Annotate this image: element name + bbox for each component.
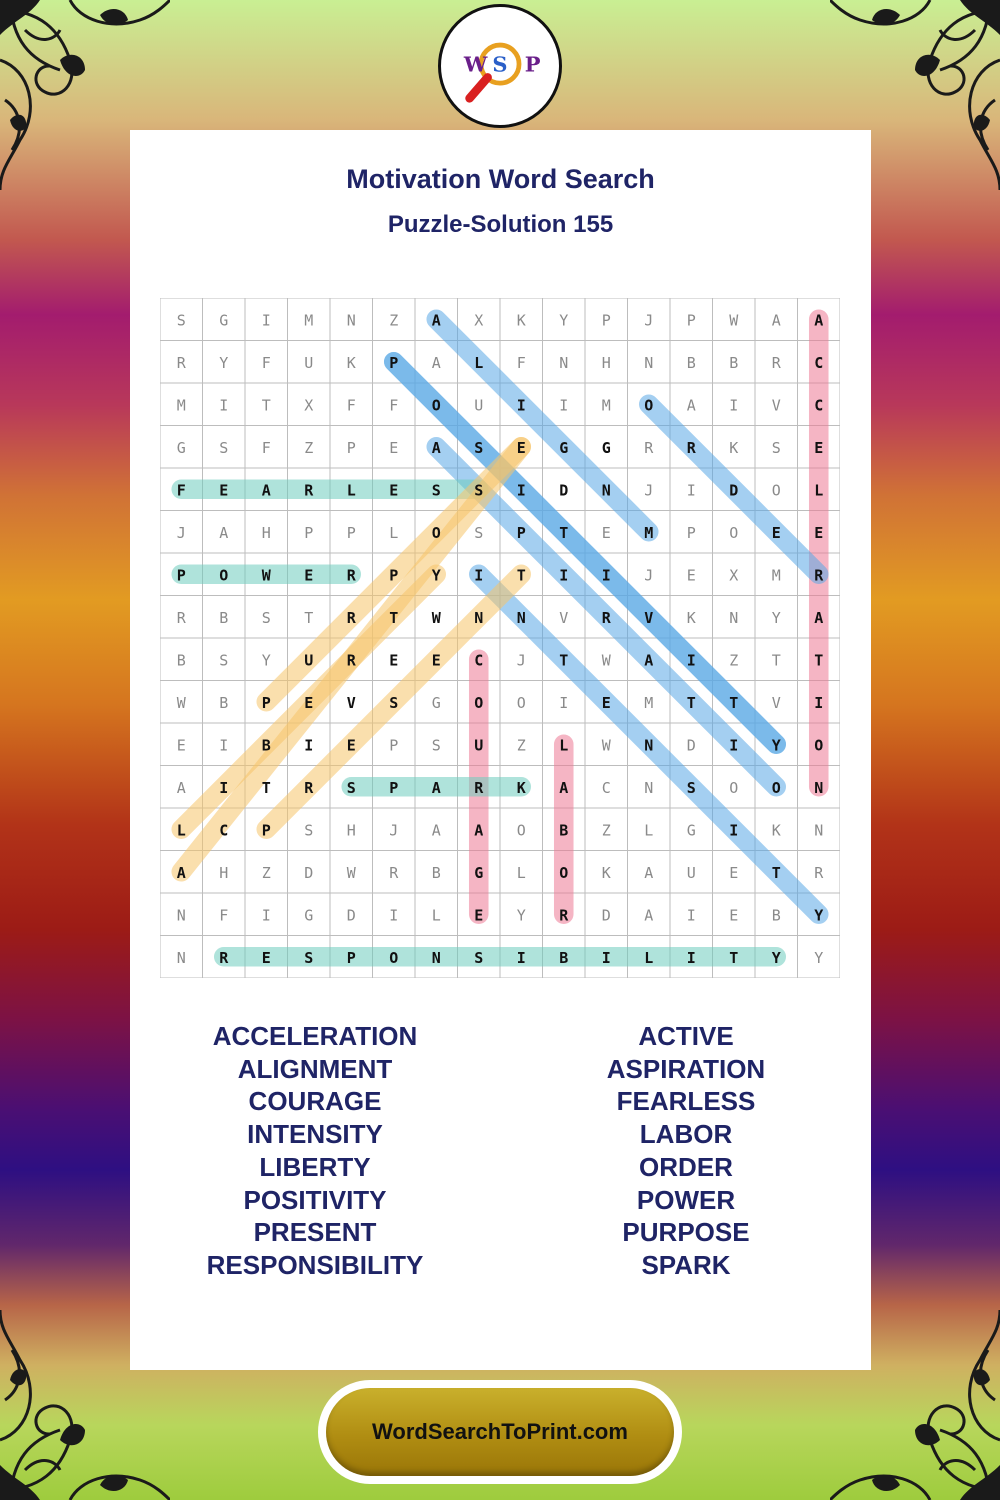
grid-cell-letter[interactable]: T	[261, 778, 271, 797]
grid-cell-letter[interactable]: O	[516, 821, 526, 840]
grid-cell-letter[interactable]: R	[346, 651, 356, 670]
grid-cell-letter[interactable]: I	[686, 906, 696, 925]
grid-cell-letter[interactable]: I	[686, 651, 696, 670]
grid-cell-letter[interactable]: E	[814, 438, 824, 457]
grid-cell-letter[interactable]: O	[431, 523, 441, 542]
grid-cell-letter[interactable]: B	[261, 736, 271, 755]
logo-letter-w: W	[463, 51, 488, 77]
logo-letter-p: P	[524, 51, 541, 77]
grid-cell-letter[interactable]: G	[431, 693, 441, 712]
grid-cell-letter[interactable]: R	[771, 353, 781, 372]
grid-cell-letter[interactable]: D	[686, 736, 696, 755]
grid-cell-letter[interactable]: R	[219, 948, 229, 967]
grid-cell-letter[interactable]: E	[261, 948, 271, 967]
grid-cell-letter[interactable]: J	[644, 311, 654, 330]
grid-cell-letter[interactable]: A	[431, 353, 441, 372]
grid-cell-letter[interactable]: Y	[771, 608, 781, 627]
grid-cell-letter[interactable]: O	[729, 523, 739, 542]
grid-cell-letter[interactable]: V	[644, 608, 654, 627]
grid-cell-letter[interactable]: F	[516, 353, 526, 372]
grid-cell-letter[interactable]: N	[474, 608, 484, 627]
word-item: ASPIRATION	[606, 1053, 766, 1084]
grid-cell-letter[interactable]: U	[686, 863, 696, 882]
grid-cell-letter[interactable]: Y	[261, 651, 271, 670]
grid-cell-letter[interactable]: M	[771, 566, 781, 585]
grid-cell-letter[interactable]: N	[601, 481, 611, 500]
grid-cell-letter[interactable]: U	[304, 651, 314, 670]
grid-cell-letter[interactable]: I	[261, 906, 271, 925]
grid-cell-letter[interactable]: M	[601, 396, 611, 415]
grid-cell-letter[interactable]: Y	[814, 906, 824, 925]
grid-cell-letter[interactable]: K	[516, 778, 526, 797]
word-list-right	[501, 1020, 871, 1282]
grid-cell-letter[interactable]: S	[304, 821, 314, 840]
grid-cell-letter[interactable]: W	[729, 311, 739, 330]
grid-cell-letter[interactable]: R	[304, 481, 314, 500]
grid-cell-letter[interactable]: S	[304, 948, 314, 967]
grid-cell-letter[interactable]: F	[346, 396, 356, 415]
grid-cell-letter[interactable]: O	[814, 736, 824, 755]
word-item: COURAGE	[248, 1086, 382, 1117]
grid-cell-letter[interactable]: Y	[771, 948, 781, 967]
logo-letter-s: S	[492, 51, 508, 77]
grid-cell-letter[interactable]: P	[686, 523, 696, 542]
grid-cell-letter[interactable]: R	[346, 566, 356, 585]
grid-cell-letter[interactable]: I	[389, 906, 399, 925]
grid-cell-letter[interactable]: E	[771, 523, 781, 542]
grid-cell-letter[interactable]: V	[771, 396, 781, 415]
grid-cell-letter[interactable]: P	[346, 523, 356, 542]
grid-cell-letter[interactable]: T	[389, 608, 399, 627]
grid-cell-letter[interactable]: T	[729, 948, 739, 967]
grid-cell-letter[interactable]: E	[729, 863, 739, 882]
grid-cell-letter[interactable]: F	[219, 906, 229, 925]
grid-cell-letter[interactable]: L	[474, 353, 484, 372]
grid-cell-letter[interactable]: R	[686, 438, 696, 457]
grid-cell-letter[interactable]: B	[219, 608, 229, 627]
grid-cell-letter[interactable]: G	[474, 863, 484, 882]
grid-cell-letter[interactable]: E	[219, 481, 229, 500]
grid-cell-letter[interactable]: E	[389, 651, 399, 670]
grid-cell-letter[interactable]: R	[601, 608, 611, 627]
grid-cell-letter[interactable]: A	[771, 311, 781, 330]
grid-cell-letter[interactable]: N	[644, 353, 654, 372]
grid-cell-letter[interactable]: Z	[261, 863, 271, 882]
grid-cell-letter[interactable]: E	[431, 651, 441, 670]
grid-cell-letter[interactable]: W	[346, 863, 356, 882]
grid-cell-letter[interactable]: O	[431, 396, 441, 415]
grid-cell-letter[interactable]: S	[431, 736, 441, 755]
grid-cell-letter[interactable]: E	[601, 693, 611, 712]
grid-cell-letter[interactable]: I	[516, 948, 526, 967]
grid-cell-letter[interactable]: S	[261, 608, 271, 627]
grid-cell-letter[interactable]: P	[346, 948, 356, 967]
grid-cell-letter[interactable]: S	[346, 778, 356, 797]
grid-cell-letter[interactable]: J	[389, 821, 399, 840]
word-item: LIBERTY	[259, 1151, 371, 1182]
grid-cell-letter[interactable]: T	[516, 566, 526, 585]
grid-cell-letter[interactable]: O	[771, 481, 781, 500]
grid-cell-letter[interactable]: J	[516, 651, 526, 670]
grid-cell-letter[interactable]: Y	[771, 736, 781, 755]
grid-cell-letter[interactable]: N	[516, 608, 526, 627]
grid-cell-letter[interactable]: A	[261, 481, 271, 500]
grid-cell-letter[interactable]: G	[304, 906, 314, 925]
puzzle-panel	[130, 130, 871, 1370]
grid-cell-letter[interactable]: S	[474, 948, 484, 967]
grid-cell-letter[interactable]: H	[346, 821, 356, 840]
wsp-logo[interactable]	[438, 4, 562, 128]
grid-cell-letter[interactable]: A	[644, 906, 654, 925]
grid-cell-letter[interactable]: W	[601, 736, 611, 755]
grid-cell-letter[interactable]: K	[516, 311, 526, 330]
grid-cell-letter[interactable]: P	[261, 693, 271, 712]
grid-cell-letter[interactable]: E	[601, 523, 611, 542]
grid-cell-letter[interactable]: B	[559, 821, 569, 840]
grid-cell-letter[interactable]: E	[729, 906, 739, 925]
grid-cell-letter[interactable]: B	[686, 353, 696, 372]
grid-cell-letter[interactable]: E	[304, 566, 314, 585]
grid-cell-letter[interactable]: D	[346, 906, 356, 925]
grid-cell-letter[interactable]: J	[644, 566, 654, 585]
grid-cell-letter[interactable]: A	[814, 608, 824, 627]
grid-cell-letter[interactable]: L	[431, 906, 441, 925]
grid-cell-letter[interactable]: E	[304, 693, 314, 712]
word-item: INTENSITY	[247, 1119, 383, 1150]
grid-cell-letter[interactable]: N	[644, 736, 654, 755]
word-item: PURPOSE	[622, 1217, 750, 1248]
word-item: ACCELERATION	[212, 1021, 418, 1051]
grid-cell-letter[interactable]: S	[771, 438, 781, 457]
grid-cell-letter[interactable]: E	[516, 438, 526, 457]
grid-cell-letter[interactable]: I	[516, 481, 526, 500]
grid-cell-letter[interactable]: O	[771, 778, 781, 797]
word-list-left	[130, 1020, 500, 1282]
grid-cell-letter[interactable]: I	[261, 311, 271, 330]
grid-cell-letter[interactable]: X	[474, 311, 484, 330]
grid-cell-letter[interactable]: P	[389, 353, 399, 372]
grid-cell-letter[interactable]: L	[516, 863, 526, 882]
grid-cell-letter[interactable]: T	[771, 651, 781, 670]
grid-cell-letter[interactable]: E	[814, 523, 824, 542]
grid-cell-letter[interactable]: L	[176, 821, 186, 840]
site-badge[interactable]	[318, 1380, 682, 1484]
site-label: WordSearchToPrint.com	[372, 1419, 628, 1444]
grid-cell-letter[interactable]: N	[814, 821, 824, 840]
grid-cell-letter[interactable]: P	[686, 311, 696, 330]
grid-cell-letter[interactable]: D	[601, 906, 611, 925]
grid-cell-letter[interactable]: F	[176, 481, 186, 500]
page-title: Motivation Word Search	[346, 164, 655, 194]
grid-cell-letter[interactable]: B	[431, 863, 441, 882]
grid-cell-letter[interactable]: G	[176, 438, 186, 457]
grid-cell-letter[interactable]: Y	[219, 353, 229, 372]
grid-cell-letter[interactable]: M	[176, 396, 186, 415]
grid-cell-letter[interactable]: O	[516, 693, 526, 712]
grid-cell-letter[interactable]: Y	[814, 948, 824, 967]
grid-cell-letter[interactable]: T	[261, 396, 271, 415]
grid-cell-letter[interactable]: A	[431, 438, 441, 457]
grid-cell-letter[interactable]: S	[431, 481, 441, 500]
grid-cell-letter[interactable]: H	[219, 863, 229, 882]
grid-cell-letter[interactable]: Y	[559, 311, 569, 330]
grid-cell-letter[interactable]: B	[729, 353, 739, 372]
grid-cell-letter[interactable]: Y	[516, 906, 526, 925]
grid-cell-letter[interactable]: S	[686, 778, 696, 797]
grid-cell-letter[interactable]: W	[261, 566, 271, 585]
grid-cell-letter[interactable]: I	[559, 566, 569, 585]
word-item: ACTIVE	[638, 1021, 734, 1051]
grid-cell-letter[interactable]: P	[389, 736, 399, 755]
grid-cell-letter[interactable]: L	[559, 736, 569, 755]
grid-cell-letter[interactable]: E	[176, 736, 186, 755]
grid-cell-letter[interactable]: L	[389, 523, 399, 542]
grid-cell-letter[interactable]: P	[261, 821, 271, 840]
grid-cell-letter[interactable]: A	[431, 311, 441, 330]
grid-cell-letter[interactable]: K	[771, 821, 781, 840]
grid-cell-letter[interactable]: U	[304, 353, 314, 372]
grid-cell-letter[interactable]: Z	[601, 821, 611, 840]
word-item: LABOR	[639, 1119, 733, 1150]
grid-cell-letter[interactable]: R	[559, 906, 569, 925]
grid-cell-letter[interactable]: L	[814, 481, 824, 500]
grid-cell-letter[interactable]: N	[559, 353, 569, 372]
grid-cell-letter[interactable]: E	[474, 906, 484, 925]
grid-cell-letter[interactable]: M	[644, 693, 654, 712]
grid-cell-letter[interactable]: E	[346, 736, 356, 755]
grid-cell-letter[interactable]: Z	[304, 438, 314, 457]
grid-cell-letter[interactable]: A	[814, 311, 824, 330]
grid-cell-letter[interactable]: C	[474, 651, 484, 670]
grid-cell-letter[interactable]: S	[474, 523, 484, 542]
grid-cell-letter[interactable]: R	[814, 863, 824, 882]
grid-cell-letter[interactable]: N	[814, 778, 824, 797]
grid-cell-letter[interactable]: N	[431, 948, 441, 967]
grid-cell-letter[interactable]: R	[304, 778, 314, 797]
grid-cell-letter[interactable]: I	[814, 693, 824, 712]
grid-cell-letter[interactable]: K	[729, 438, 739, 457]
grid-cell-letter[interactable]: A	[176, 863, 186, 882]
grid-cell-letter[interactable]: I	[474, 566, 484, 585]
grid-cell-letter[interactable]: S	[474, 438, 484, 457]
grid-cell-letter[interactable]: P	[346, 438, 356, 457]
grid-cell-letter[interactable]: S	[474, 481, 484, 500]
grid-cell-letter[interactable]: P	[389, 566, 399, 585]
grid-cell-letter[interactable]: A	[431, 821, 441, 840]
grid-cell-letter[interactable]: J	[644, 481, 654, 500]
grid-cell-letter[interactable]: T	[559, 651, 569, 670]
grid-cell-letter[interactable]: G	[601, 438, 611, 457]
grid-cell-letter[interactable]: B	[176, 651, 186, 670]
grid-cell-letter[interactable]: W	[601, 651, 611, 670]
grid-cell-letter[interactable]: Z	[516, 736, 526, 755]
grid-cell-letter[interactable]: K	[686, 608, 696, 627]
grid-cell-letter[interactable]: A	[219, 523, 229, 542]
grid-cell-letter[interactable]: S	[219, 438, 229, 457]
grid-cell-letter[interactable]: L	[346, 481, 356, 500]
grid-cell-letter[interactable]: A	[431, 778, 441, 797]
grid-cell-letter[interactable]: I	[219, 736, 229, 755]
grid-cell-letter[interactable]: X	[304, 396, 314, 415]
grid-cell-letter[interactable]: I	[601, 948, 611, 967]
word-item: RESPONSIBILITY	[206, 1249, 424, 1280]
word-search-grid[interactable]	[160, 298, 840, 978]
grid-cell-letter[interactable]: O	[729, 778, 739, 797]
site-link[interactable]	[326, 1388, 674, 1476]
grid-cell-letter[interactable]: R	[814, 566, 824, 585]
grid-cell-letter[interactable]: P	[176, 566, 186, 585]
grid-cell-letter[interactable]: N	[644, 778, 654, 797]
grid-cell-letter[interactable]: N	[176, 906, 186, 925]
grid-cell-letter[interactable]: M	[644, 523, 654, 542]
page-subtitle: Puzzle-Solution 155	[387, 211, 614, 238]
grid-cell-letter[interactable]: R	[644, 438, 654, 457]
word-item: POWER	[636, 1184, 736, 1215]
grid-cell-letter[interactable]: I	[304, 736, 314, 755]
grid-cell-letter[interactable]: R	[346, 608, 356, 627]
word-item: ORDER	[639, 1151, 733, 1182]
word-item: FEARLESS	[616, 1086, 756, 1117]
grid-cell-letter[interactable]: T	[729, 693, 739, 712]
grid-cell-letter[interactable]: E	[389, 481, 399, 500]
grid-cell-letter[interactable]: D	[304, 863, 314, 882]
grid-cell-letter[interactable]: F	[389, 396, 399, 415]
grid-cell-letter[interactable]: M	[304, 311, 314, 330]
grid-cell-letter[interactable]: T	[559, 523, 569, 542]
grid-cell-letter[interactable]: E	[389, 438, 399, 457]
grid-cell-letter[interactable]: S	[176, 311, 186, 330]
grid-svg[interactable]	[160, 298, 840, 978]
grid-cell-letter[interactable]: O	[389, 948, 399, 967]
grid-cell-letter[interactable]: G	[559, 438, 569, 457]
grid-cell-letter[interactable]: B	[771, 906, 781, 925]
grid-cell-letter[interactable]: B	[559, 948, 569, 967]
word-item: ALIGNMENT	[237, 1053, 393, 1084]
grid-cell-letter[interactable]: X	[729, 566, 739, 585]
grid-cell-letter[interactable]: B	[219, 693, 229, 712]
grid-cell-letter[interactable]: T	[686, 693, 696, 712]
grid-cell-letter[interactable]: C	[601, 778, 611, 797]
grid-cell-letter[interactable]: H	[601, 353, 611, 372]
grid-cell-letter[interactable]: A	[686, 396, 696, 415]
grid-cell-letter[interactable]: N	[176, 948, 186, 967]
grid-cell-letter[interactable]: I	[219, 778, 229, 797]
grid-cell-letter[interactable]: P	[516, 523, 526, 542]
grid-cell-letter[interactable]: O	[559, 863, 569, 882]
grid-cell-letter[interactable]: F	[261, 438, 271, 457]
grid-cell-letter[interactable]: C	[814, 396, 824, 415]
grid-cell-letter[interactable]: E	[686, 566, 696, 585]
grid-cell-letter[interactable]: P	[389, 778, 399, 797]
grid-cell-letter[interactable]: I	[729, 396, 739, 415]
grid-cell-letter[interactable]: A	[644, 651, 654, 670]
grid-cell-letter[interactable]: I	[601, 566, 611, 585]
grid-cell-letter[interactable]: I	[559, 693, 569, 712]
grid-cell-letter[interactable]: L	[644, 821, 654, 840]
grid-cell-letter[interactable]: O	[474, 693, 484, 712]
grid-cell-letter[interactable]: A	[176, 778, 186, 797]
grid-cell-letter[interactable]: I	[686, 948, 696, 967]
grid-cell-letter[interactable]: S	[219, 651, 229, 670]
grid-cell-letter[interactable]: U	[474, 396, 484, 415]
grid-cell-letter[interactable]: W	[176, 693, 186, 712]
grid-cell-letter[interactable]: L	[644, 948, 654, 967]
grid-cell-letter[interactable]: T	[814, 651, 824, 670]
grid-cell-letter[interactable]: R	[176, 353, 186, 372]
grid-cell-letter[interactable]: T	[771, 863, 781, 882]
grid-cell-letter[interactable]: I	[219, 396, 229, 415]
grid-cell-letter[interactable]: H	[261, 523, 271, 542]
grid-cell-letter[interactable]: J	[176, 523, 186, 542]
grid-cell-letter[interactable]: Z	[389, 311, 399, 330]
grid-cell-letter[interactable]: I	[559, 396, 569, 415]
grid-cell-letter[interactable]: I	[729, 821, 739, 840]
grid-cell-letter[interactable]: G	[686, 821, 696, 840]
grid-cell-letter[interactable]: D	[559, 481, 569, 500]
grid-cell-letter[interactable]: R	[176, 608, 186, 627]
grid-cell-letter[interactable]: O	[644, 396, 654, 415]
grid-cell-letter[interactable]: N	[346, 311, 356, 330]
grid-cell-letter[interactable]: D	[729, 481, 739, 500]
grid-cell-letter[interactable]: V	[559, 608, 569, 627]
grid-cell-letter[interactable]: R	[474, 778, 484, 797]
grid-cell-letter[interactable]: A	[559, 778, 569, 797]
grid-cell-letter[interactable]: A	[644, 863, 654, 882]
grid-cell-letter[interactable]: U	[474, 736, 484, 755]
grid-cell-letter[interactable]: K	[346, 353, 356, 372]
grid-cell-letter[interactable]: K	[601, 863, 611, 882]
grid-cell-letter[interactable]: C	[814, 353, 824, 372]
grid-cell-letter[interactable]: N	[729, 608, 739, 627]
grid-cell-letter[interactable]: Y	[431, 566, 441, 585]
grid-cell-letter[interactable]: V	[771, 693, 781, 712]
grid-cell-letter[interactable]: G	[219, 311, 229, 330]
grid-cell-letter[interactable]: V	[346, 693, 356, 712]
grid-cell-letter[interactable]: C	[219, 821, 229, 840]
grid-cell-letter[interactable]: T	[304, 608, 314, 627]
grid-cell-letter[interactable]: R	[389, 863, 399, 882]
grid-cell-letter[interactable]: P	[601, 311, 611, 330]
grid-cell-letter[interactable]: I	[729, 736, 739, 755]
grid-cell-letter[interactable]: S	[389, 693, 399, 712]
word-item: SPARK	[641, 1249, 731, 1280]
grid-cell-letter[interactable]: I	[686, 481, 696, 500]
grid-cell-letter[interactable]: Z	[729, 651, 739, 670]
grid-cell-letter[interactable]: O	[219, 566, 229, 585]
grid-cell-letter[interactable]: F	[261, 353, 271, 372]
grid-cell-letter[interactable]: W	[431, 608, 441, 627]
grid-cell-letter[interactable]: I	[516, 396, 526, 415]
word-item: POSITIVITY	[243, 1184, 387, 1215]
grid-cell-letter[interactable]: P	[304, 523, 314, 542]
grid-cell-letter[interactable]: A	[474, 821, 484, 840]
word-item: PRESENT	[253, 1217, 377, 1248]
